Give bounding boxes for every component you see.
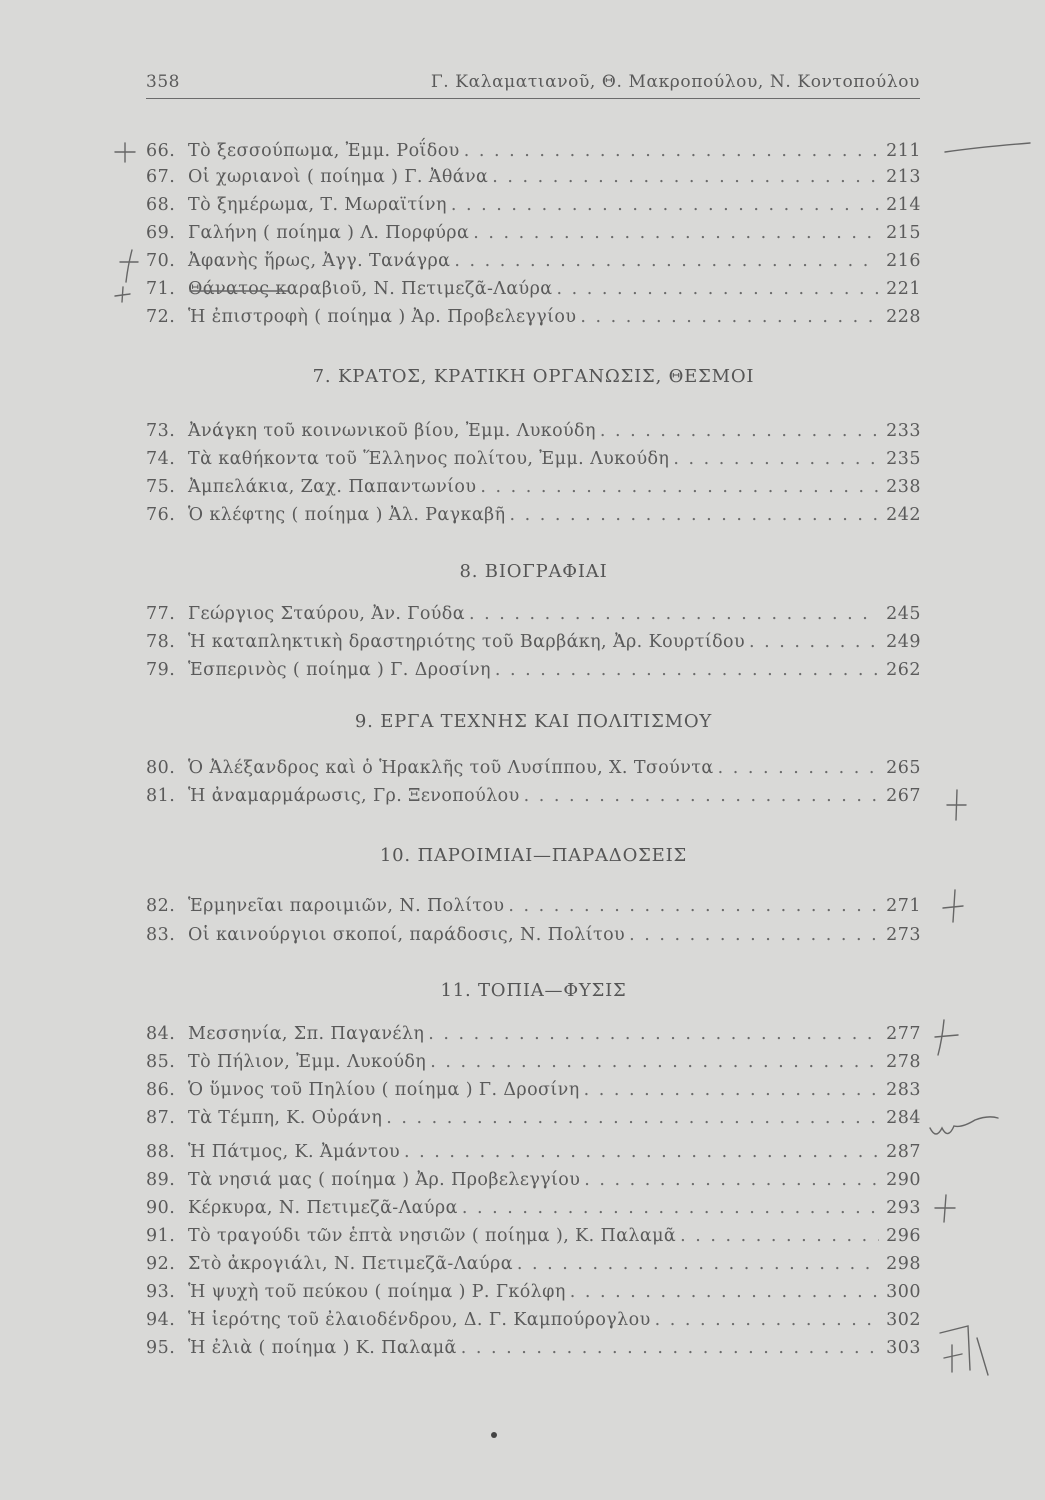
entry-title: Τὸ τραγούδι τῶν ἑπτὰ νησιῶν ( ποίημα ), Κ. Παλαμᾶ <box>188 1226 677 1246</box>
entry-page: 228 <box>886 307 921 327</box>
entry-number: 73. <box>146 421 176 441</box>
entry-title: Ἡ ἀναμαρμάρωσις, Γρ. Ξενοπούλου <box>188 786 520 806</box>
entry-number: 86. <box>146 1080 176 1100</box>
entry-number: 79. <box>146 660 176 680</box>
entry-page: 287 <box>886 1142 921 1162</box>
entry-number: 85. <box>146 1052 176 1072</box>
section-heading: 11. ΤΟΠΙΑ—ΦΥΣΙΣ <box>440 980 627 1001</box>
entry-title: Τὰ καθήκοντα τοῦ Ἕλληνος πολίτου, Ἐμμ. Λυκούδη <box>188 449 670 469</box>
bracket-mark-icon <box>940 1326 970 1372</box>
entry-page: 273 <box>886 925 921 945</box>
entry-number: 76. <box>146 505 176 525</box>
entry-page: 284 <box>886 1108 921 1128</box>
entry-page: 211 <box>886 141 921 161</box>
entry-number: 78. <box>146 632 176 652</box>
page-number: 358 <box>146 72 180 92</box>
plus-mark-icon <box>120 250 138 282</box>
entry-title: Τὰ νησιά μας ( ποίημα ) Ἀρ. Προβελεγγίου <box>188 1170 581 1190</box>
section-heading: 7. ΚΡΑΤΟΣ, ΚΡΑΤΙΚΗ ΟΡΓΑΝΩΣΙΣ, ΘΕΣΜΟΙ <box>312 366 755 387</box>
entry-title: Ἡ ἐπιστροφὴ ( ποίημα ) Ἀρ. Προβελεγγίου <box>188 307 577 327</box>
entry-number: 89. <box>146 1170 176 1190</box>
entry-title: Θάνατος καραβιοῦ, Ν. Πετιμεζᾶ-Λαύρα <box>188 279 553 299</box>
entry-number: 71. <box>146 279 176 299</box>
pencil-stroke-icon <box>977 1338 988 1375</box>
entry-number: 74. <box>146 449 176 469</box>
entry-number: 87. <box>146 1108 176 1128</box>
entry-page: 303 <box>886 1338 921 1358</box>
entry-page: 242 <box>886 505 921 525</box>
entry-number: 75. <box>146 477 176 497</box>
plus-mark-icon <box>947 790 966 820</box>
entry-page: 262 <box>886 660 921 680</box>
entry-number: 93. <box>146 1282 176 1302</box>
entry-page: 296 <box>886 1226 921 1246</box>
entry-number: 95. <box>146 1338 176 1358</box>
entry-title: Ἡ ἱερότης τοῦ ἐλαιοδένδρου, Δ. Γ. Καμπούρογλου <box>188 1310 651 1330</box>
running-title: Γ. Καλαματιανοῦ, Θ. Μακροπούλου, Ν. Κοντοπούλου <box>430 72 920 92</box>
entry-page: 233 <box>886 421 921 441</box>
entry-title: Οἱ χωριανοὶ ( ποίημα ) Γ. Ἀθάνα <box>188 167 489 187</box>
entry-title: Οἱ καινούργιοι σκοποί, παράδοσις, Ν. Πολίτου <box>188 925 626 945</box>
entry-page: 278 <box>886 1052 921 1072</box>
entry-title: Γαλήνη ( ποίημα ) Λ. Πορφύρα <box>188 223 470 243</box>
entry-page: 245 <box>886 604 921 624</box>
entry-number: 81. <box>146 786 176 806</box>
section-heading: 8. ΒΙΟΓΡΑΦΙΑΙ <box>459 561 608 582</box>
entry-number: 70. <box>146 251 176 271</box>
entry-page: 302 <box>886 1310 921 1330</box>
entry-number: 90. <box>146 1198 176 1218</box>
entry-title: Μεσσηνία, Σπ. Παγανέλη <box>188 1024 425 1044</box>
entry-number: 91. <box>146 1226 176 1246</box>
plus-mark-icon <box>115 143 135 162</box>
entry-number: 68. <box>146 195 176 215</box>
entry-page: 293 <box>886 1198 921 1218</box>
entry-number: 84. <box>146 1024 176 1044</box>
entry-number: 88. <box>146 1142 176 1162</box>
entry-title: Ὁ Ἀλέξανδρος καὶ ὁ Ἡρακλῆς τοῦ Λυσίππου, Χ. Τσούντα <box>188 758 714 778</box>
plus-mark-icon <box>935 1020 958 1055</box>
entry-title: Ὁ κλέφτης ( ποίημα ) Ἀλ. Ραγκαβῆ <box>188 505 506 525</box>
entry-title: Τὸ Πήλιον, Ἐμμ. Λυκούδη <box>188 1052 427 1072</box>
entry-title: Ἑσπερινὸς ( ποίημα ) Γ. Δροσίνη <box>188 660 491 680</box>
entry-title: Ἑρμηνεῖαι παροιμιῶν, Ν. Πολίτου <box>188 896 505 916</box>
entry-title: Ἡ ψυχὴ τοῦ πεύκου ( ποίημα ) Ρ. Γκόλφη <box>188 1282 566 1302</box>
entry-title: Ἀνάγκη τοῦ κοινωνικοῦ βίου, Ἐμμ. Λυκούδη <box>188 421 596 441</box>
entry-page: 271 <box>886 896 921 916</box>
entry-page: 290 <box>886 1170 921 1190</box>
entry-page: 249 <box>886 632 921 652</box>
entry-page: 267 <box>886 786 921 806</box>
entry-page: 215 <box>886 223 921 243</box>
entry-title: Ἡ καταπληκτικὴ δραστηριότης τοῦ Βαρβάκη, Ἀρ. Κουρτίδου <box>188 632 745 652</box>
entry-title: Ὁ ὕμνος τοῦ Πηλίου ( ποίημα ) Γ. Δροσίνη <box>188 1080 580 1100</box>
entry-page: 221 <box>886 279 921 299</box>
entry-page: 298 <box>886 1254 921 1274</box>
plus-mark-icon <box>935 1195 955 1222</box>
entry-page: 238 <box>886 477 921 497</box>
entry-number: 66. <box>146 141 176 161</box>
pencil-scribble-icon <box>930 1117 998 1134</box>
entry-number: 69. <box>146 223 176 243</box>
section-heading: 9. ΕΡΓΑ ΤΕΧΝΗΣ ΚΑΙ ΠΟΛΙΤΙΣΜΟΥ <box>354 711 713 732</box>
entry-number: 82. <box>146 896 176 916</box>
pencil-stroke-icon <box>945 143 1030 152</box>
entry-page: 277 <box>886 1024 921 1044</box>
entry-number: 80. <box>146 758 176 778</box>
section-heading: 10. ΠΑΡΟΙΜΙΑΙ—ΠΑΡΑΔΟΣΕΙΣ <box>379 845 688 866</box>
entry-number: 67. <box>146 167 176 187</box>
entry-title: Ἡ ἐλιὰ ( ποίημα ) Κ. Παλαμᾶ <box>188 1338 457 1358</box>
entry-page: 216 <box>886 251 921 271</box>
entry-page: 300 <box>886 1282 921 1302</box>
plus-mark-icon <box>115 287 130 302</box>
entry-page: 283 <box>886 1080 921 1100</box>
entry-title: Ἀφανὴς ἥρως, Ἀγγ. Τανάγρα <box>188 251 451 271</box>
entry-number: 94. <box>146 1310 176 1330</box>
page-dot-ornament <box>491 1432 497 1438</box>
entry-title: Γεώργιος Σταύρου, Ἀν. Γούδα <box>188 604 465 624</box>
entry-title: Στὸ ἀκρογιάλι, Ν. Πετιμεζᾶ-Λαύρα <box>188 1254 513 1274</box>
entry-title: Ἀμπελάκια, Ζαχ. Παπαντωνίου <box>188 477 477 497</box>
entry-number: 92. <box>146 1254 176 1274</box>
entry-title: Τὰ Τέμπη, Κ. Οὐράνη <box>188 1108 383 1128</box>
entry-number: 83. <box>146 925 176 945</box>
entry-page: 265 <box>886 758 921 778</box>
entry-page: 213 <box>886 167 921 187</box>
entry-title: Κέρκυρα, Ν. Πετιμεζᾶ-Λαύρα <box>188 1198 458 1218</box>
entry-number: 77. <box>146 604 176 624</box>
entry-page: 235 <box>886 449 921 469</box>
entry-title: Τὸ ξημέρωμα, Τ. Μωραϊτίνη <box>188 195 447 215</box>
entry-number: 72. <box>146 307 176 327</box>
entry-page: 214 <box>886 195 921 215</box>
plus-mark-icon <box>943 890 963 922</box>
entry-title: Ἡ Πάτμος, Κ. Ἀμάντου <box>188 1142 401 1162</box>
entry-title: Τὸ ξεσσούπωμα, Ἐμμ. Ροΐδου <box>188 141 460 161</box>
